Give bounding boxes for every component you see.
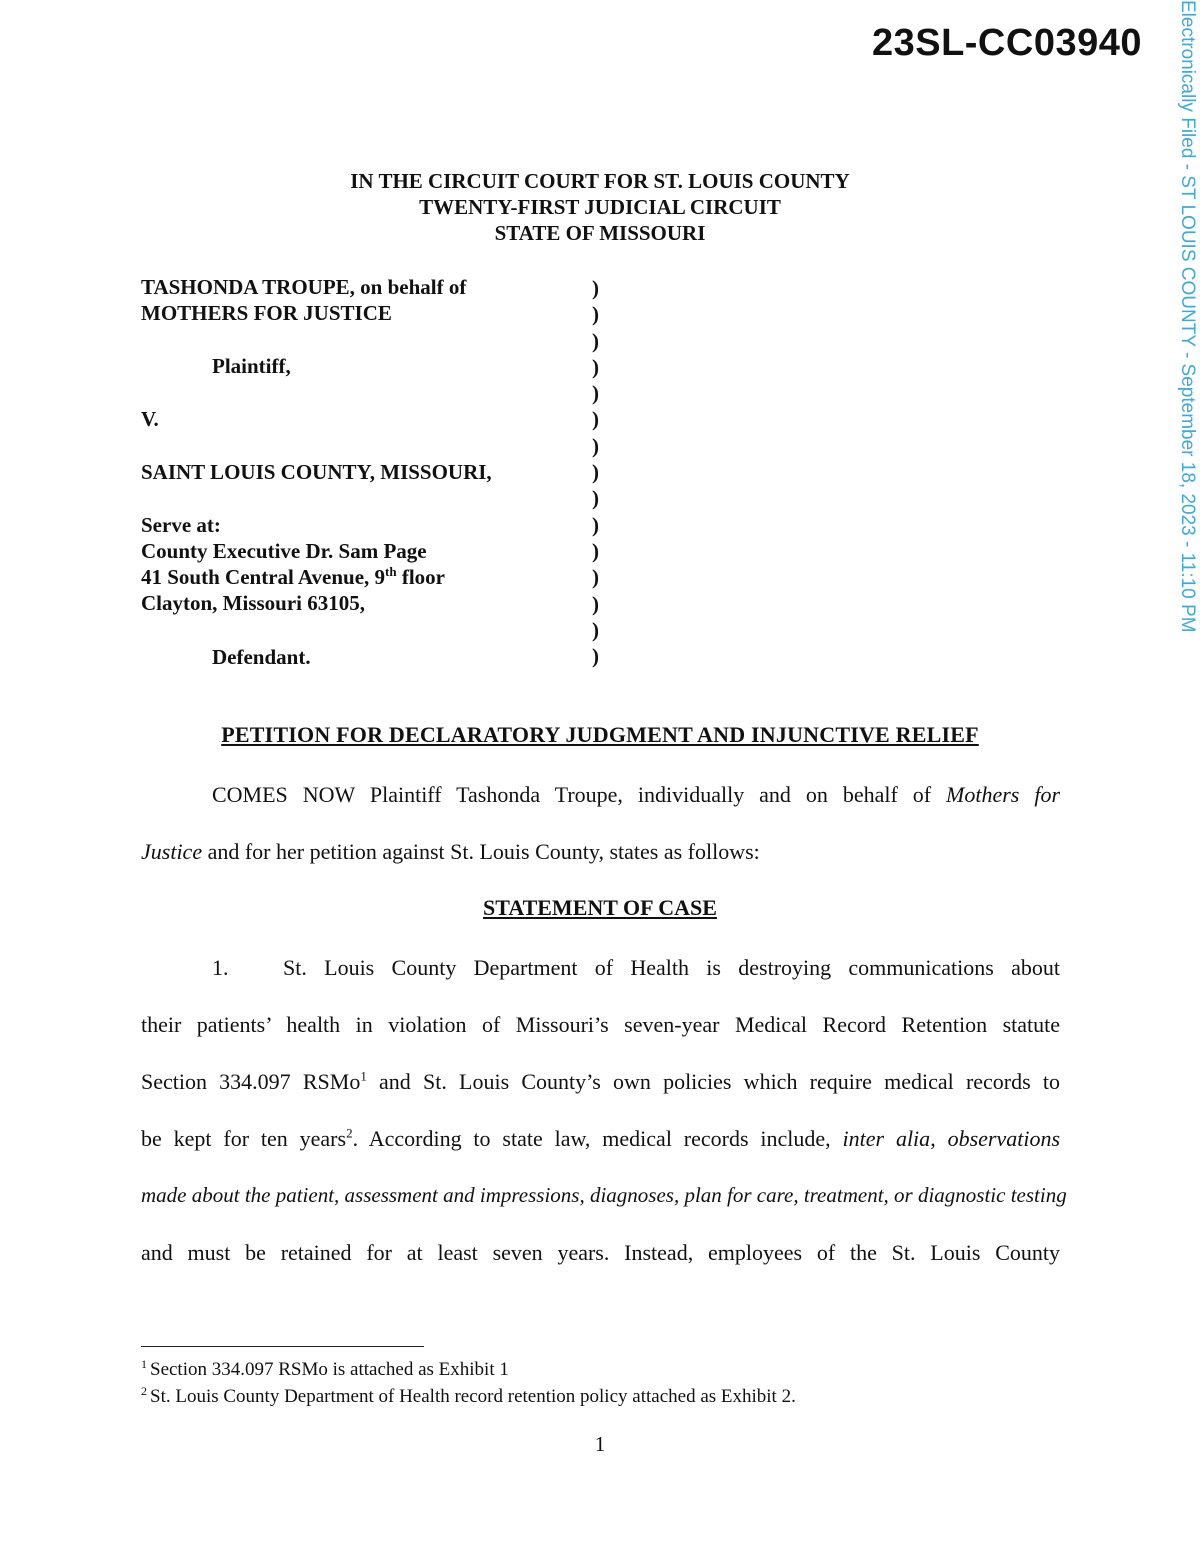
serve-name: County Executive Dr. Sam Page: [141, 539, 427, 563]
paren: ): [592, 407, 599, 432]
paragraph-line: [141, 1069, 1060, 1095]
petition-title: PETITION FOR DECLARATORY JUDGMENT AND INJUNCTIVE RELIEF: [221, 722, 979, 747]
caption-parentheses: [592, 275, 599, 669]
paren: ): [592, 460, 599, 485]
page-number: 1: [594, 1432, 606, 1456]
paragraph-text: be kept for ten years: [141, 1126, 347, 1151]
defendant-name: SAINT LOUIS COUNTY, MISSOURI,: [141, 460, 492, 484]
paren: ): [592, 512, 599, 537]
paren: ): [592, 302, 599, 327]
paragraph-text: and St. Louis County’s own policies which require medical records to: [366, 1069, 1060, 1094]
case-number: 23SL-CC03940: [871, 22, 1142, 64]
intro-line2: [141, 839, 1060, 865]
paragraph-line: made about the patient, assessment and impressions, diagnoses, plan for care, treatment, or diagnostic testing: [141, 1183, 1067, 1207]
serve-address-text: 41 South Central Avenue, 9: [141, 565, 386, 589]
defendant-label: Defendant.: [212, 645, 311, 669]
court-header-line: TWENTY-FIRST JUDICIAL CIRCUIT: [419, 195, 781, 219]
court-header-line: IN THE CIRCUIT COURT FOR ST. LOUIS COUNTY: [350, 169, 850, 193]
paren: ): [592, 591, 599, 616]
intro-italic: Mothers for: [946, 782, 1061, 807]
paragraph-line: St. Louis County Department of Health is destroying communications about: [283, 955, 1060, 980]
footnote-mark: 2: [141, 1383, 147, 1398]
serve-at-label: Serve at:: [141, 513, 221, 537]
footnote-text: Section 334.097 RSMo is attached as Exhibit 1: [150, 1359, 509, 1380]
paren: ): [592, 381, 599, 406]
serve-address: [141, 564, 445, 590]
paragraph-text: . According to state law, medical records include,: [352, 1126, 843, 1151]
paren: ): [592, 354, 599, 379]
serve-city: Clayton, Missouri 63105,: [141, 591, 366, 615]
intro-line1: [212, 782, 1060, 808]
versus-label: V.: [141, 407, 159, 431]
efile-stamp: Electronically Filed - ST LOUIS COUNTY - September 18, 2023 - 11:10 PM: [1177, 0, 1198, 633]
paragraph-italic: observations: [947, 1126, 1061, 1151]
footnote-ref: 1: [360, 1068, 367, 1084]
paragraph-line: their patients’ health in violation of Missouri’s seven-year Medical Record Retention statute: [141, 1012, 1060, 1037]
serve-address-sup: th: [385, 564, 397, 579]
paren: ): [592, 617, 599, 642]
paren: ): [592, 538, 599, 563]
section-heading: STATEMENT OF CASE: [483, 895, 717, 920]
footnote: [141, 1383, 796, 1408]
paren: ): [592, 644, 599, 669]
footnote-divider: [141, 1346, 424, 1347]
footnote-text: St. Louis County Department of Health record retention policy attached as Exhibit 2.: [150, 1386, 796, 1407]
court-header: [0, 168, 1200, 246]
paragraph-number: 1.: [212, 955, 229, 980]
footnote-mark: 1: [141, 1356, 147, 1371]
intro-italic: Justice: [141, 839, 203, 864]
paragraph-line: and must be retained for at least seven years. Instead, employees of the St. Louis County: [141, 1240, 1060, 1265]
paragraph-text: Section 334.097 RSMo: [141, 1069, 361, 1094]
paren: ): [592, 433, 599, 458]
paragraph-italic: inter alia: [842, 1126, 931, 1151]
intro-text: COMES NOW Plaintiff Tashonda Troupe, individually and on behalf of: [212, 782, 947, 807]
court-header-line: STATE OF MISSOURI: [494, 221, 706, 245]
paragraph-text: ,: [930, 1126, 948, 1151]
plaintiff-label: Plaintiff,: [212, 354, 291, 378]
paren: ): [592, 486, 599, 511]
paren: ): [592, 328, 599, 353]
paragraph-line: [141, 1126, 1060, 1152]
footnote-ref: 2: [346, 1125, 353, 1141]
paren: ): [592, 276, 599, 300]
intro-text: and for her petition against St. Louis County, states as follows:: [202, 839, 760, 864]
plaintiff-name-line1: TASHONDA TROUPE, on behalf of: [141, 275, 467, 299]
plaintiff-name-line2: MOTHERS FOR JUSTICE: [141, 301, 392, 325]
paren: ): [592, 565, 599, 590]
footnote: [141, 1356, 509, 1381]
serve-address-floor: floor: [396, 565, 446, 589]
